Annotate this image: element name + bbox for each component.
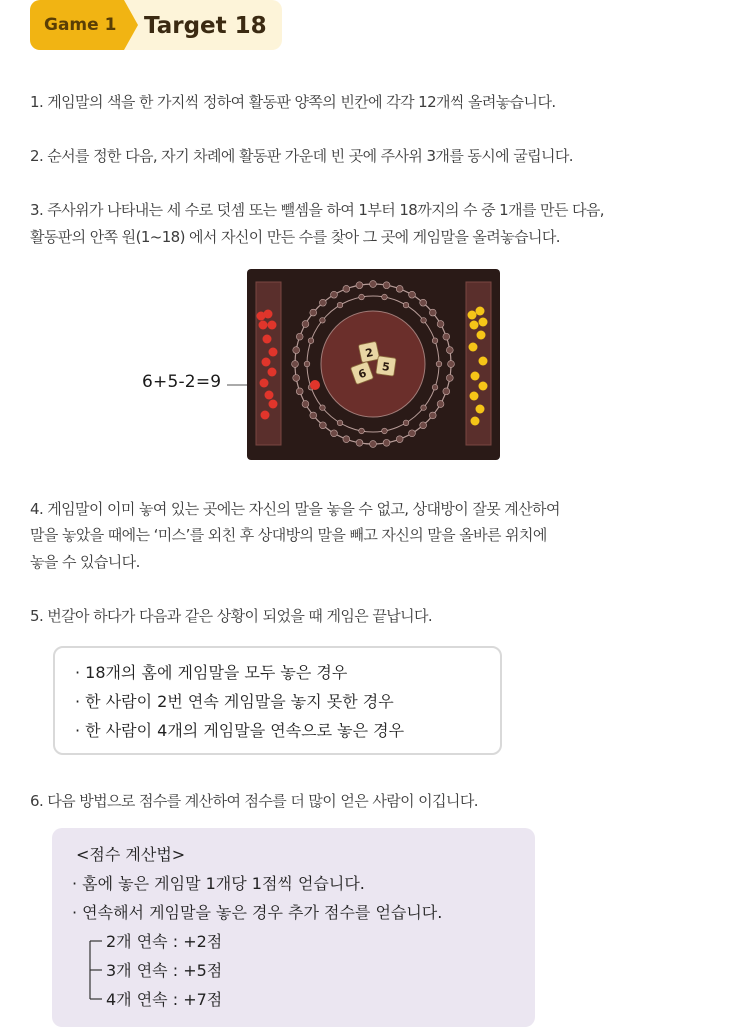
outer-hole bbox=[370, 441, 377, 448]
scoring-title: <점수 계산법> bbox=[76, 845, 186, 864]
inner-hole bbox=[436, 361, 442, 367]
outer-hole bbox=[310, 309, 317, 316]
outer-hole bbox=[296, 388, 303, 395]
game-board bbox=[247, 269, 500, 460]
yellow-piece bbox=[470, 321, 479, 330]
inner-hole bbox=[432, 338, 438, 344]
die-number: 5 bbox=[381, 360, 391, 374]
rule-4-line-1: 4. 게임말이 이미 놓여 있는 곳에는 자신의 말을 놓을 수 없고, 상대방이 잘못 계산하여 bbox=[30, 500, 560, 518]
outer-hole bbox=[296, 333, 303, 340]
outer-hole bbox=[293, 347, 300, 354]
game-title: Target 18 bbox=[144, 13, 267, 39]
red-piece bbox=[260, 379, 269, 388]
outer-hole bbox=[356, 282, 363, 289]
end-condition-2: · 한 사람이 2번 연속 게임말을 놓지 못한 경우 bbox=[75, 692, 394, 711]
game-badge: Game 1 bbox=[30, 0, 124, 50]
rule-4-line-2: 말을 놓았을 때에는 ‘미스’를 외친 후 상대방의 말을 빼고 자신의 말을 올바른 위치에 bbox=[30, 526, 547, 544]
inner-hole bbox=[403, 302, 409, 308]
yellow-piece bbox=[470, 392, 479, 401]
red-piece bbox=[265, 391, 274, 400]
inner-hole bbox=[359, 294, 365, 300]
outer-hole bbox=[396, 436, 403, 443]
yellow-piece bbox=[471, 372, 480, 381]
outer-hole bbox=[437, 321, 444, 328]
bonus-3: 3개 연속 : +5점 bbox=[106, 961, 223, 980]
outer-hole bbox=[310, 412, 317, 419]
bonus-2: 2개 연속 : +2점 bbox=[106, 932, 223, 951]
inner-hole bbox=[421, 317, 427, 323]
inner-hole bbox=[382, 428, 388, 434]
yellow-piece bbox=[479, 318, 488, 327]
outer-hole bbox=[302, 401, 309, 408]
rule-2: 2. 순서를 정한 다음, 자기 차례에 활동판 가운데 빈 곳에 주사위 3개를 동시에 굴립니다. bbox=[30, 147, 573, 165]
outer-hole bbox=[383, 439, 390, 446]
die bbox=[376, 356, 396, 376]
placed-red-piece bbox=[310, 380, 320, 390]
yellow-piece bbox=[476, 405, 485, 414]
outer-hole bbox=[409, 430, 416, 437]
die-number: 6 bbox=[356, 366, 369, 382]
outer-hole bbox=[331, 430, 338, 437]
red-piece bbox=[263, 335, 272, 344]
outer-hole bbox=[343, 436, 350, 443]
red-piece bbox=[268, 368, 277, 377]
badge-arrow bbox=[124, 0, 138, 50]
inner-hole bbox=[432, 384, 438, 390]
yellow-piece bbox=[471, 417, 480, 426]
inner-hole bbox=[337, 420, 343, 426]
yellow-piece bbox=[479, 382, 488, 391]
outer-hole bbox=[437, 401, 444, 408]
rule-3-line-2: 활동판의 안쪽 원(1~18) 에서 자신이 만든 수를 찾아 그 곳에 게임말을 올려놓습니다. bbox=[30, 228, 560, 246]
red-piece bbox=[259, 321, 268, 330]
game-header bbox=[30, 0, 282, 50]
rule-1: 1. 게임말의 색을 한 가지씩 정하여 활동판 양쪽의 빈칸에 각각 12개씩 올려놓습니다. bbox=[30, 93, 556, 111]
outer-hole bbox=[302, 321, 309, 328]
yellow-piece bbox=[468, 311, 477, 320]
outer-hole bbox=[446, 347, 453, 354]
inner-hole bbox=[308, 338, 314, 344]
outer-hole bbox=[443, 333, 450, 340]
red-piece bbox=[269, 348, 278, 357]
yellow-piece bbox=[476, 307, 485, 316]
outer-hole bbox=[396, 285, 403, 292]
scoring-item-1: · 홈에 놓은 게임말 1개당 1점씩 얻습니다. bbox=[72, 874, 365, 893]
die bbox=[358, 341, 379, 362]
outer-hole bbox=[443, 388, 450, 395]
inner-hole bbox=[320, 405, 326, 411]
outer-hole bbox=[429, 412, 436, 419]
red-piece bbox=[262, 358, 271, 367]
inner-hole bbox=[304, 361, 310, 367]
tree-lines bbox=[86, 927, 106, 1014]
outer-hole bbox=[420, 422, 427, 429]
outer-hole bbox=[293, 374, 300, 381]
outer-hole bbox=[356, 439, 363, 446]
outer-hole bbox=[319, 299, 326, 306]
end-condition-3: · 한 사람이 4개의 게임말을 연속으로 놓은 경우 bbox=[75, 721, 405, 740]
inner-hole bbox=[320, 317, 326, 323]
outer-hole bbox=[292, 361, 299, 368]
outer-hole bbox=[446, 374, 453, 381]
outer-hole bbox=[429, 309, 436, 316]
center-circle bbox=[321, 311, 425, 417]
red-piece bbox=[264, 310, 273, 319]
inner-hole bbox=[403, 420, 409, 426]
rule-6: 6. 다음 방법으로 점수를 계산하여 점수를 더 많이 얻은 사람이 이깁니다. bbox=[30, 792, 478, 810]
scoring-item-2: · 연속해서 게임말을 놓은 경우 추가 점수를 얻습니다. bbox=[72, 903, 443, 922]
rule-3-line-1: 3. 주사위가 나타내는 세 수로 덧셈 또는 뺄셈을 하여 1부터 18까지의 수 중 1개를 만든 다음, bbox=[30, 201, 604, 219]
red-piece bbox=[269, 400, 278, 409]
outer-hole bbox=[448, 361, 455, 368]
end-condition-1: · 18개의 홈에 게임말을 모두 놓은 경우 bbox=[75, 663, 348, 682]
outer-hole bbox=[383, 282, 390, 289]
bonus-tree bbox=[72, 927, 535, 1014]
rule-4-line-3: 놓을 수 있습니다. bbox=[30, 553, 140, 571]
outer-hole bbox=[409, 291, 416, 298]
outer-hole bbox=[370, 281, 377, 288]
end-conditions-box bbox=[53, 646, 502, 755]
outer-hole bbox=[319, 422, 326, 429]
outer-hole bbox=[343, 285, 350, 292]
die-number: 2 bbox=[364, 345, 375, 361]
inner-hole bbox=[382, 294, 388, 300]
yellow-piece bbox=[469, 343, 478, 352]
scoring-box bbox=[52, 828, 535, 1027]
yellow-piece bbox=[477, 331, 486, 340]
red-piece bbox=[268, 321, 277, 330]
outer-hole bbox=[331, 291, 338, 298]
inner-hole bbox=[337, 302, 343, 308]
equation-label: 6+5-2=9 bbox=[142, 372, 222, 392]
yellow-piece bbox=[479, 357, 488, 366]
inner-hole bbox=[359, 428, 365, 434]
rule-5: 5. 번갈아 하다가 다음과 같은 상황이 되었을 때 게임은 끝납니다. bbox=[30, 607, 433, 625]
outer-hole bbox=[420, 299, 427, 306]
bonus-4: 4개 연속 : +7점 bbox=[106, 990, 223, 1009]
inner-hole bbox=[421, 405, 427, 411]
red-piece bbox=[261, 411, 270, 420]
